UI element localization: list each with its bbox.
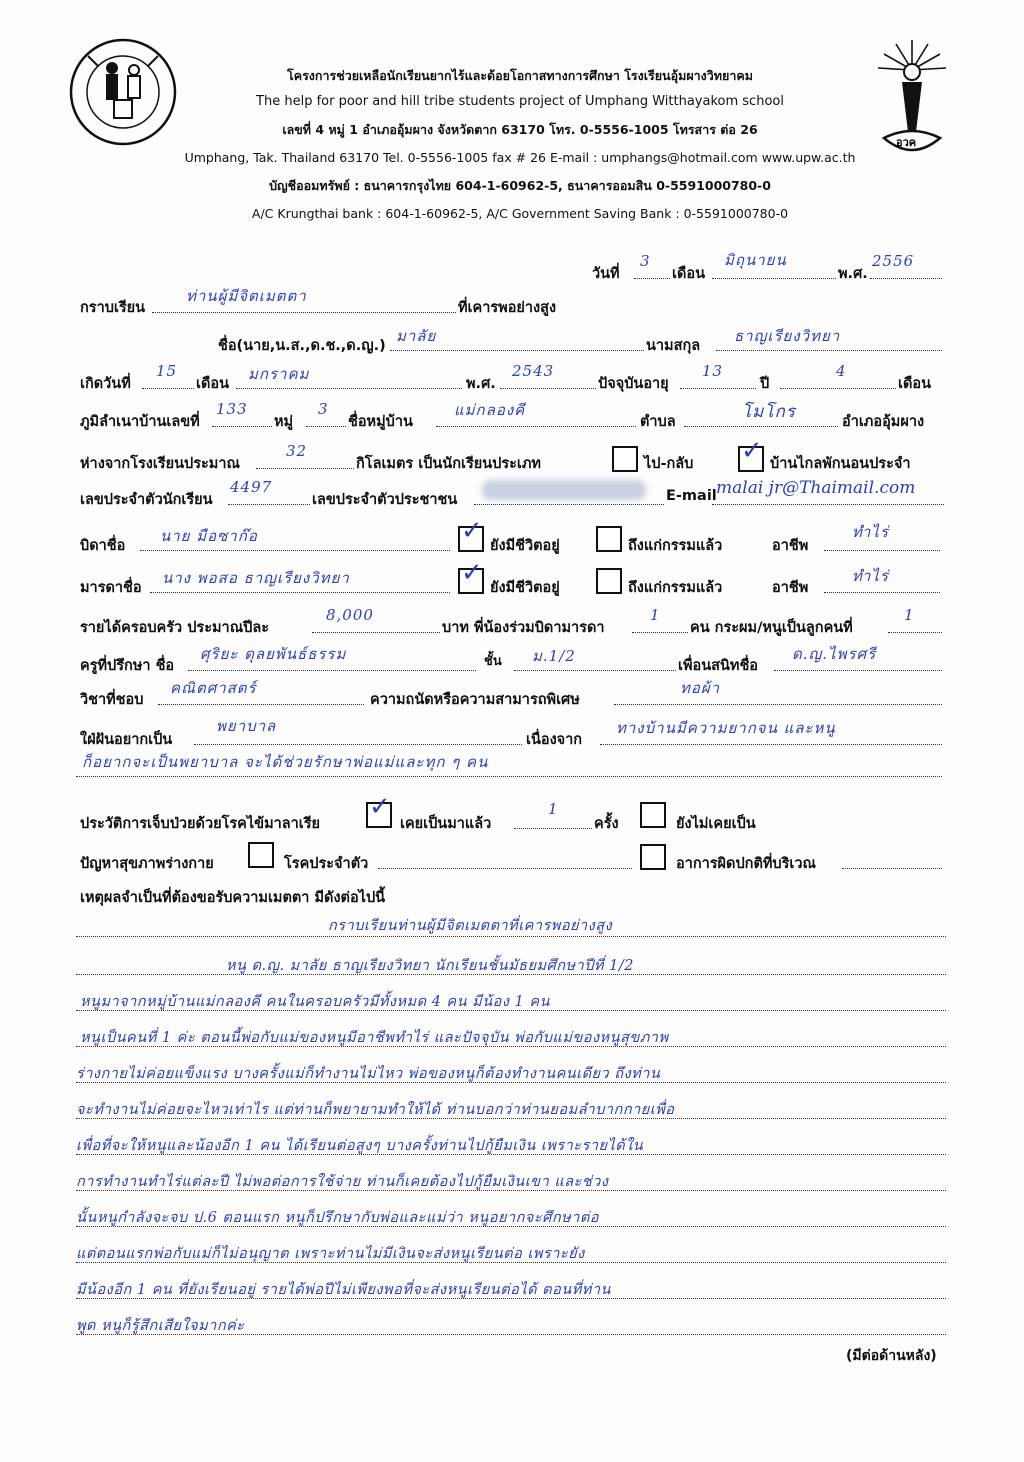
income-label: รายได้ครอบครัว ประมาณปีละ xyxy=(80,620,270,636)
header-line-5: บัญชีออมทรัพย์ : ธนาคารกรุงไทย 604-1-60962-5, ธนาคารออมสิน 0-5591000780-0 xyxy=(269,178,771,193)
letter-line: หนู ด.ญ. มาลัย ธาญเรียงวิทยา นักเรียนชั้นมัธยมศึกษาปีที่ 1/2 xyxy=(226,958,634,974)
malaria-label: ประวัติการเจ็บป่วยด้วยโรคไข้มาลาเรีย xyxy=(80,816,321,832)
age-label: ปัจจุบันอายุ xyxy=(598,376,669,392)
check-mark-icon: ✓ xyxy=(369,792,391,822)
letter-line: จะทำงานไม่ค่อยจะไหวเท่าไร แต่ท่านก็พยายามทำให้ได้ ท่านบอกว่าท่านยอมลำบากกายเพื่อ xyxy=(76,1102,675,1118)
birth-day-value: 15 xyxy=(156,362,178,380)
birth-year-label: พ.ศ. xyxy=(466,376,496,392)
student-id-value: 4497 xyxy=(230,478,273,496)
siblings-label: บาท พี่น้องร่วมบิดามารดา xyxy=(442,620,605,636)
check-mark-icon: ✓ xyxy=(461,516,483,546)
father-alive-label: ยังมีชีวิตอยู่ xyxy=(490,538,560,554)
birth-year-value: 2543 xyxy=(512,362,555,380)
date-month-label: เดือน xyxy=(672,266,705,282)
citizen-id-label: เลขประจำตัวประชาชน xyxy=(312,492,458,508)
father-dead-checkbox[interactable] xyxy=(596,526,622,552)
age-month-unit: เดือน xyxy=(898,376,931,392)
type-daily-label: ไป-กลับ xyxy=(644,456,694,472)
home-no-label: ภูมิลำเนาบ้านเลขที่ xyxy=(80,414,200,430)
surname-label: นามสกุล xyxy=(646,338,701,354)
letter-line: นั้นหนูกำลังจะจบ ป.6 ตอนแรก หนูก็ปรึกษากับพ่อและแม่ว่า หนูอยากจะศึกษาต่อ xyxy=(76,1210,599,1226)
father-label: บิดาชื่อ xyxy=(80,538,126,554)
name-label: ชื่อ(นาย,น.ส.,ด.ช.,ด.ญ.) xyxy=(218,338,386,354)
class-label: ชั้น xyxy=(484,654,502,669)
health-label: ปัญหาสุขภาพร่างกาย xyxy=(80,856,214,872)
date-year-value: 2556 xyxy=(872,252,915,270)
email-label: E-mail xyxy=(666,488,717,504)
type-boarding-checkbox[interactable] xyxy=(738,436,764,472)
mother-job-value: ทำไร่ xyxy=(852,567,889,585)
mother-label: มารดาชื่อ xyxy=(80,580,142,596)
father-alive-checkbox[interactable] xyxy=(458,516,484,552)
letter-line: หนูเป็นคนที่ 1 ค่ะ ตอนนี้พ่อกับแม่ของหนูมีอาชีพทำไร่ และปัจจุบัน พ่อกับแม่ของหนูสุขภาพ xyxy=(80,1030,669,1046)
header-line-4: Umphang, Tak. Thailand 63170 Tel. 0-5556-1005 fax # 26 E-mail : umphangs@hotmail.com www.upw.ac.th xyxy=(184,150,856,165)
letter-line: แต่ตอนแรกพ่อกับแม่ก็ไม่อนุญาต เพราะท่านไม่มีเงินจะส่งหนูเรียนต่อ เพราะยัง xyxy=(76,1246,585,1262)
teacher-value: ศุริยะ ดุลยพันธ์ธรรม xyxy=(200,645,347,663)
tambon-value: โมโกร xyxy=(742,402,796,422)
type-boarding-label: บ้านไกลพักนอนประจำ xyxy=(770,456,911,472)
abnormal-checkbox[interactable] xyxy=(640,844,666,870)
subject-value: คณิตศาสตร์ xyxy=(170,679,257,697)
talent-label: ความถนัดหรือความสามารถพิเศษ xyxy=(370,692,580,708)
date-month-value: มิถุนายน xyxy=(724,251,787,269)
class-value: ม.1/2 xyxy=(532,647,576,665)
continued-note: (มีต่อด้านหลัง) xyxy=(846,1348,937,1364)
moo-value: 3 xyxy=(318,400,329,418)
friend-label: เพื่อนสนิทชื่อ xyxy=(678,658,759,674)
moo-label: หมู่ xyxy=(274,414,294,430)
mother-dead-label: ถึงแก่กรรมแล้ว xyxy=(628,580,723,596)
check-mark-icon: ✓ xyxy=(461,558,483,588)
order-value: 1 xyxy=(904,606,915,624)
malaria-count-value: 1 xyxy=(548,800,559,818)
header-line-2: The help for poor and hill tribe students project of Umphang Witthayakom school xyxy=(256,94,784,109)
dream-label: ใฝ่ฝันอยากเป็น xyxy=(80,732,173,748)
malaria-yes-label: เคยเป็นมาแล้ว xyxy=(400,816,492,832)
letter-line: ร่างกายไม่ค่อยแข็งแรง บางครั้งแม่ก็ทำงานไม่ไหว พ่อของหนูก็ต้องทำงานคนเดียว ถึงท่าน xyxy=(76,1066,661,1082)
abnormal-label: อาการผิดปกติที่บริเวณ xyxy=(676,856,816,872)
student-id-label: เลขประจำตัวนักเรียน xyxy=(80,492,213,508)
mother-job-label: อาชีพ xyxy=(772,580,809,596)
reason-value-continued: ก็อยากจะเป็นพยาบาล จะได้ช่วยรักษาพ่อแม่และทุก ๆ คน xyxy=(82,753,489,771)
letter-line: มีน้องอีก 1 คน ที่ยังเรียนอยู่ รายได้พ่อปีไม่เพียงพอที่จะส่งหนูเรียนต่อได้ ตอนที่ท่าน xyxy=(76,1282,611,1298)
reason-label: เนื่องจาก xyxy=(526,732,583,748)
name-value: มาลัย xyxy=(396,327,437,345)
date-day-value: 3 xyxy=(640,252,651,270)
letter-line: กราบเรียนท่านผู้มีจิตเมตตาที่เคารพอย่างสูง xyxy=(328,918,613,934)
father-job-value: ทำไร่ xyxy=(852,523,889,541)
surname-value: ธาญเรียงวิทยา xyxy=(734,327,841,345)
greeting-value: ท่านผู้มีจิตเมตตา xyxy=(186,287,307,305)
amphoe-label: อำเภออุ้มผาง xyxy=(842,414,925,430)
malaria-yes-checkbox[interactable] xyxy=(366,792,392,828)
mother-alive-checkbox[interactable] xyxy=(458,558,484,594)
siblings-value: 1 xyxy=(650,606,661,624)
school-logo-text: อวค xyxy=(896,136,917,149)
teacher-label: ครูที่ปรึกษา ชื่อ xyxy=(80,658,175,674)
type-daily-checkbox[interactable] xyxy=(612,446,638,472)
subject-label: วิชาที่ชอบ xyxy=(80,692,144,708)
distance-unit: กิโลเมตร เป็นนักเรียนประเภท xyxy=(356,456,541,472)
talent-value: ทอผ้า xyxy=(680,679,721,697)
malaria-unit: ครั้ง xyxy=(594,816,619,832)
distance-value: 32 xyxy=(286,442,308,460)
letter-line: เพื่อที่จะให้หนูและน้องอีก 1 คน ได้เรียนต่อสูงๆ บางครั้งท่านไปกู้ยืมเงิน เพราะรายได้ใน xyxy=(76,1138,644,1154)
father-value: นาย มือซาก๊อ xyxy=(160,527,258,545)
home-no-value: 133 xyxy=(216,400,248,418)
birth-day-label: เกิดวันที่ xyxy=(80,376,131,392)
date-day-label: วันที่ xyxy=(592,266,620,282)
check-mark-icon: ✓ xyxy=(741,436,763,466)
greeting-suffix: ที่เคารพอย่างสูง xyxy=(458,300,557,316)
citizen-id-redacted xyxy=(482,480,646,500)
order-label: คน กระผม/หนูเป็นลูกคนที่ xyxy=(690,620,853,636)
malaria-no-checkbox[interactable] xyxy=(640,802,666,828)
email-value: malai jr@Thaimail.com xyxy=(716,478,916,498)
village-value: แม่กลองคี xyxy=(454,401,526,419)
dream-value: พยาบาล xyxy=(216,717,277,735)
age-year-unit: ปี xyxy=(760,376,770,392)
distance-label: ห่างจากโรงเรียนประมาณ xyxy=(80,456,240,472)
chronic-checkbox[interactable] xyxy=(248,842,274,868)
mother-value: นาง พอสอ ธาญเรียงวิทยา xyxy=(162,569,350,587)
date-year-label: พ.ศ. xyxy=(838,266,868,282)
mother-dead-checkbox[interactable] xyxy=(596,568,622,594)
malaria-no-label: ยังไม่เคยเป็น xyxy=(676,816,756,832)
letter-line: พูด หนูก็รู้สึกเสียใจมากค่ะ xyxy=(76,1318,245,1334)
father-dead-label: ถึงแก่กรรมแล้ว xyxy=(628,538,723,554)
age-years-value: 13 xyxy=(702,362,724,380)
reason-value: ทางบ้านมีความยากจน และหนู xyxy=(616,719,836,737)
village-label: ชื่อหมู่บ้าน xyxy=(348,414,413,430)
father-job-label: อาชีพ xyxy=(772,538,809,554)
chronic-label: โรคประจำตัว xyxy=(284,856,369,872)
birth-month-value: มกราคม xyxy=(248,365,310,383)
friend-value: ด.ญ.ไพรศรี xyxy=(792,645,877,663)
mother-alive-label: ยังมีชีวิตอยู่ xyxy=(490,580,560,596)
reasons-heading: เหตุผลจำเป็นที่ต้องขอรับความเมตตา มีดังต่อไปนี้ xyxy=(80,890,386,906)
letter-line: การทำงานทำไร่แต่ละปี ไม่พอต่อการใช้จ่าย ท่านก็เคยต้องไปกู้ยืมเงินเขา และช่วง xyxy=(76,1174,609,1190)
header-line-1: โครงการช่วยเหลือนักเรียนยากไร้และด้อยโอกาสทางการศึกษา โรงเรียนอุ้มผางวิทยาคม xyxy=(287,68,753,83)
header-line-3: เลขที่ 4 หมู่ 1 อำเภออุ้มผาง จังหวัดตาก 63170 โทร. 0-5556-1005 โทรสาร ต่อ 26 xyxy=(282,122,758,137)
birth-month-label: เดือน xyxy=(196,376,229,392)
school-logo xyxy=(876,40,948,158)
tambon-label: ตำบล xyxy=(640,414,676,430)
header-line-6: A/C Krungthai bank : 604-1-60962-5, A/C Government Saving Bank : 0-5591000780-0 xyxy=(251,206,789,221)
age-months-value: 4 xyxy=(836,362,847,380)
income-value: 8,000 xyxy=(326,606,374,624)
greeting-label: กราบเรียน xyxy=(80,300,146,316)
letter-line: หนูมาจากหมู่บ้านแม่กลองคี คนในครอบครัวมีทั้งหมด 4 คน มีน้อง 1 คน xyxy=(80,994,550,1010)
